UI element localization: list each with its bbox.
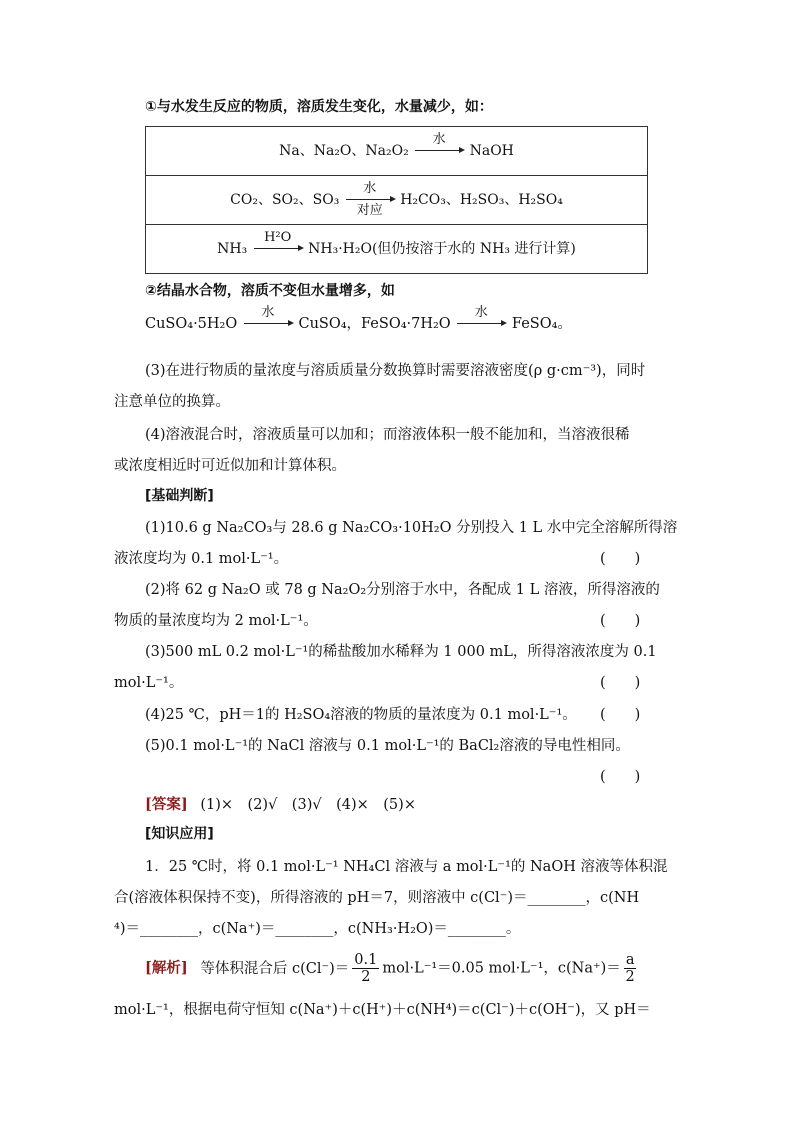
application-line-1: 1．25 ℃时，将 0.1 mol·L⁻¹ NH₄Cl 溶液与 a mol·L⁻¹的 NaOH 溶液等体积混	[145, 859, 668, 875]
basic-judgment-label: [基础判断]	[145, 488, 214, 504]
analysis-text-a: 等体积混合后 c(Cl⁻)＝	[200, 960, 350, 977]
analysis-line-2: mol·L⁻¹，根据电荷守恒知 c(Na⁺)＋c(H⁺)＋c(NH⁴)＝c(Cl⁻)＋c(OH⁻)，又 pH＝	[114, 1002, 651, 1018]
hydrate-equation-line	[145, 306, 572, 342]
reaction-row-3	[146, 225, 648, 274]
fraction-1-denominator: 2	[361, 969, 371, 985]
analysis-tag: [解析]	[145, 959, 188, 977]
hydrate-2-product: FeSO₄。	[511, 316, 572, 332]
paragraph-4-line-1: (4)溶液混合时，溶液质量可以加和；而溶液体积一般不能加和，当溶液很稀	[145, 427, 630, 443]
analysis-line-1	[145, 952, 639, 985]
paragraph-1-heading: ①与水发生反应的物质，溶质发生变化，水量减少，如：	[145, 99, 493, 115]
products-2: H₂CO₃、H₂SO₃、H₂SO₄	[400, 192, 563, 208]
arrow-condition: 水	[261, 305, 275, 320]
question-5: (5)0.1 mol·L⁻¹的 NaCl 溶液与 0.1 mol·L⁻¹的 BaCl₂溶液的导电性相同。	[145, 738, 630, 754]
reactants-2: CO₂、SO₂、SO₃	[230, 192, 340, 208]
hydrate-1-product: CuSO₄，FeSO₄·7H₂O	[298, 316, 451, 332]
products-1: NaOH	[469, 143, 514, 159]
question-2-line-1: (2)将 62 g Na₂O 或 78 g Na₂O₂分别溶于水中，各配成 1 L 溶液，所得溶液的	[145, 582, 660, 598]
reaction-arrow	[252, 231, 304, 267]
paragraph-3-line-1: (3)在进行物质的量浓度与溶质质量分数换算时需要溶液密度(ρ g·cm⁻³)，同时	[145, 363, 646, 379]
arrow-subcondition: 对应	[356, 203, 383, 218]
paragraph-4-line-2: 或浓度相近时可近似加和计算体积。	[114, 458, 346, 474]
reaction-arrow	[455, 306, 507, 342]
reaction-table	[145, 126, 648, 274]
reaction-arrow	[242, 306, 294, 342]
answer-blank-4: ( )	[600, 707, 641, 723]
fraction-2	[624, 952, 637, 985]
reactants-3: NH₃	[217, 241, 248, 257]
answer-tag: [答案]	[145, 796, 188, 813]
analysis-text-b: mol·L⁻¹＝0.05 mol·L⁻¹，c(Na⁺)＝	[382, 960, 621, 977]
arrow-condition: 水	[363, 181, 377, 196]
reaction-arrow	[413, 133, 465, 169]
answer-blank-3: ( )	[600, 675, 641, 691]
question-1-line-2: 液浓度均为 0.1 mol·L⁻¹。	[114, 551, 289, 567]
answer-text: (1)× (2)√ (3)√ (4)× (5)×	[200, 797, 416, 813]
hydrate-1: CuSO₄·5H₂O	[145, 316, 238, 332]
question-4: (4)25 ℃，pH＝1的 H₂SO₄溶液的物质的量浓度为 0.1 mol·L⁻¹。	[145, 707, 577, 723]
question-1-line-1: (1)10.6 g Na₂CO₃与 28.6 g Na₂CO₃·10H₂O 分别投入 1 L 水中完全溶解所得溶	[145, 520, 678, 536]
paragraph-3-line-2: 注意单位的换算。	[114, 394, 230, 410]
answer-blank-5: ( )	[600, 769, 641, 785]
application-line-3: ⁴)＝________，c(Na⁺)＝________，c(NH₃·H₂O)＝________。	[114, 921, 521, 937]
fraction-2-numerator: a	[625, 952, 635, 968]
reaction-arrow	[344, 182, 396, 218]
arrow-condition: 水	[474, 305, 488, 320]
application-line-2: 合(溶液体积保持不变)，所得溶液的 pH＝7，则溶液中 c(Cl⁻)＝________，c(NH	[114, 890, 640, 906]
reaction-row-2	[146, 176, 648, 225]
question-3-line-1: (3)500 mL 0.2 mol·L⁻¹的稀盐酸加水稀释为 1 000 mL，所得溶液浓度为 0.1	[145, 644, 657, 660]
arrow-condition: H²O	[264, 230, 292, 245]
reaction-row-1	[146, 127, 648, 176]
reactants-1: Na、Na₂O、Na₂O₂	[279, 143, 409, 159]
question-2-line-2: 物质的量浓度均为 2 mol·L⁻¹。	[114, 613, 318, 629]
question-3-line-2: mol·L⁻¹。	[114, 675, 184, 691]
fraction-1-numerator: 0.1	[354, 952, 378, 968]
products-3: NH₃·H₂O(但仍按溶于水的 NH₃ 进行计算)	[308, 241, 576, 257]
answer-line	[145, 793, 416, 814]
knowledge-application-label: [知识应用]	[145, 826, 214, 842]
answer-blank-2: ( )	[600, 613, 641, 629]
fraction-1	[352, 952, 379, 985]
arrow-condition: 水	[432, 132, 446, 147]
answer-blank-1: ( )	[600, 551, 641, 567]
paragraph-2-heading: ②结晶水合物，溶质不变但水量增多，如	[145, 283, 395, 299]
fraction-2-denominator: 2	[625, 969, 635, 985]
